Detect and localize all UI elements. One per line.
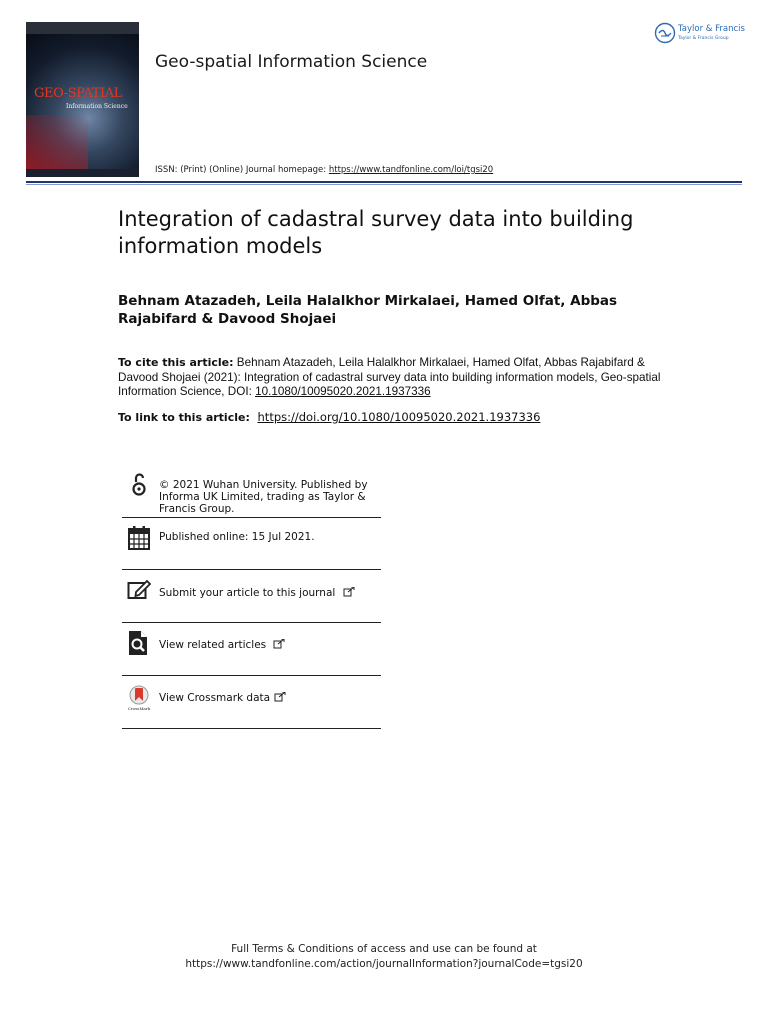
external-link-icon: [273, 639, 285, 649]
crossmark-icon: [127, 685, 151, 711]
external-link-icon: [274, 692, 286, 702]
calendar-icon: [127, 525, 151, 551]
footer-terms: [0, 942, 768, 972]
cite-doi-link[interactable]: 10.1080/10095020.2021.1937336: [255, 385, 431, 398]
header-rule: [26, 181, 742, 183]
copyright-text: © 2021 Wuhan University. Published by Informa UK Limited, trading as Taylor & Francis Group.: [159, 479, 368, 515]
search-document-icon: [127, 630, 151, 656]
journal-cover-image: [26, 22, 139, 177]
journal-name: Geo-spatial Information Science: [155, 52, 428, 72]
article-doi-link[interactable]: https://doi.org/10.1080/10095020.2021.1937336: [257, 410, 541, 424]
publisher-name: Taylor & Francis: [678, 24, 745, 34]
published-online-text: Published online: 15 Jul 2021.: [159, 531, 315, 543]
crossmark-label: CrossMark: [127, 706, 151, 711]
publisher-logo[interactable]: [654, 22, 746, 48]
crossmark-link[interactable]: View Crossmark data: [159, 692, 271, 704]
footer-terms-link[interactable]: https://www.tandfonline.com/action/journalInformation?journalCode=tgsi20: [185, 958, 583, 970]
open-access-notice: [122, 468, 381, 518]
submit-article-link[interactable]: Submit your article to this journal: [159, 587, 336, 599]
edit-icon: [127, 578, 151, 604]
footer-line-1: Full Terms & Conditions of access and use can be found at: [231, 943, 537, 955]
link-label: To link to this article:: [118, 411, 250, 424]
open-access-icon: [127, 472, 151, 498]
cover-bottom-band: [26, 169, 139, 177]
cover-title: GEO-SPATIAL: [34, 86, 122, 101]
cover-top-band: [26, 22, 139, 34]
publisher-group: Taylor & Francis Group: [678, 36, 729, 41]
article-authors: Behnam Atazadeh, Leila Halalkhor Mirkalaei, Hamed Olfat, Abbas Rajabifard & Davood Shojaei: [118, 293, 618, 327]
journal-homepage-link[interactable]: https://www.tandfonline.com/loi/tgsi20: [328, 165, 494, 175]
citation-block: [118, 356, 666, 400]
submit-article-item[interactable]: [122, 570, 381, 623]
cite-label: To cite this article:: [118, 356, 234, 369]
related-articles-item[interactable]: [122, 623, 381, 676]
issn-label: ISSN: (Print) (Online) Journal homepage:: [155, 165, 327, 175]
header-rule-thin: [26, 184, 742, 185]
cite-text: Behnam Atazadeh, Leila Halalkhor Mirkalaei, Hamed Olfat, Abbas Rajabifard & Davood Shojaei (2021): Integration of cadastral survey data into building information models, Geo-spatial Information Science, DOI:: [118, 356, 661, 398]
article-link-line: [118, 410, 540, 424]
cover-subtitle: Information Science: [66, 103, 128, 110]
publisher-logo-icon: [654, 22, 676, 44]
published-online-item: [122, 518, 381, 570]
crossmark-item[interactable]: [122, 676, 381, 729]
issn-line: [155, 165, 493, 175]
article-title: Integration of cadastral survey data into building information models: [118, 207, 634, 258]
external-link-icon: [343, 587, 355, 597]
related-articles-link[interactable]: View related articles: [159, 639, 267, 651]
